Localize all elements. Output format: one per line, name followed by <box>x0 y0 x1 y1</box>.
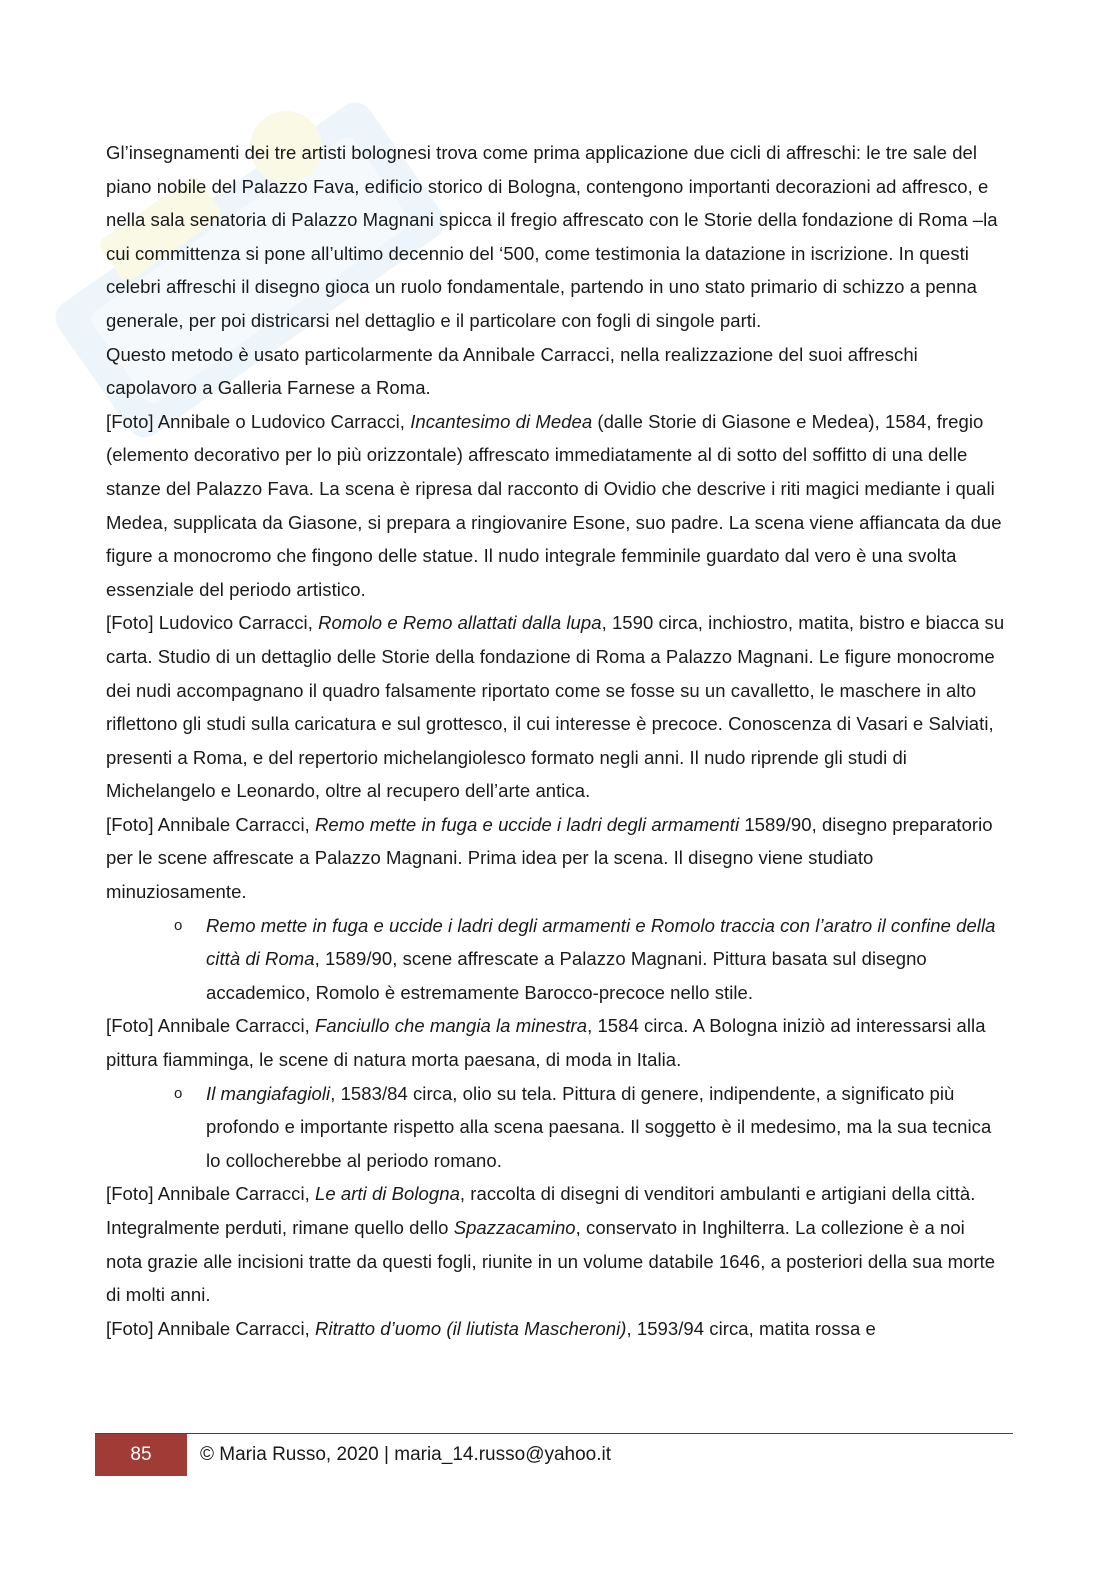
paragraph-romolo-remo <box>106 606 1006 808</box>
artwork-title: Il mangiafagioli <box>206 1082 331 1104</box>
text-run: [Foto] Ludovico Carracci, <box>106 612 319 634</box>
bullet-circle-icon: o <box>174 916 183 934</box>
artwork-title: Ritratto d’uomo (il liutista Mascheroni) <box>315 1317 627 1339</box>
text-run: , conservato in Inghilterra. La collezione è a noi nota grazie alle incisioni tratte da questi fogli, riunite in un volume databile 1646, a posteriori della sua morte di molti anni. <box>106 1217 996 1306</box>
paragraph-fanciullo <box>106 1009 1006 1076</box>
text-run: , 1589/90, scene affrescate a Palazzo Magnani. Pittura basata sul disegno accademico, Romolo è estremamente Barocco-precoce nello stile. <box>206 948 927 1003</box>
bullet-circle-icon: o <box>174 1084 183 1102</box>
footer-copyright: © Maria Russo, 2020 | maria_14.russo@yahoo.it <box>200 1444 612 1465</box>
text-run: [Foto] Annibale Carracci, <box>106 1015 316 1037</box>
text-run: (dalle Storie di Giasone e Medea), 1584, fregio (elemento decorativo per lo più orizzontale) affrescato immediatamente al di sotto del soffitto di una delle stanze del Palazzo Fava. La scena è ripresa dal racconto di Ovidio che descrive i riti magici mediante i quali Medea, supplicata da Giasone, si prepara a ringiovanire Esone, suo padre. La scena viene affiancata da due figure a monocromo che fingono delle statue. Il nudo integrale femminile guardato dal vero è una svolta essenziale del periodo artistico. <box>106 410 1002 600</box>
paragraph-intro: Gl’insegnamenti dei tre artisti bolognesi trova come prima applicazione due cicli di affreschi: le tre sale del piano nobile del Palazzo Fava, edificio storico di Bologna, contengono importanti decorazioni ad affresco, e nella sala senatoria di Palazzo Magnani spicca il fregio affrescato con le Storie della fondazione di Roma –la cui committenza si pone all’ultimo decennio del ‘500, come testimonia la datazione in iscrizione. In questi celebri affreschi il disegno gioca un ruolo fondamentale, partendo in uno stato primario di schizzo a penna generale, per poi districarsi nel dettaglio e il particolare con fogli di singole parti. <box>106 142 998 331</box>
paragraph-method: Questo metodo è usato particolarmente da Annibale Carracci, nella realizzazione del suoi affreschi capolavoro a Galleria Farnese a Roma. <box>106 343 918 399</box>
paragraph-ritratto <box>106 1312 1006 1346</box>
text-run: , 1590 circa, inchiostro, matita, bistro e biacca su carta. Studio di un dettaglio delle Storie della fondazione di Roma a Palazzo Magnani. Le figure monocrome dei nudi accompagnano il quadro falsamente riportato come se fosse su un cavalletto, le maschere in alto riflettono gli studi sulla caricatura e sul grottesco, il cui interesse è precoce. Conoscenza di Vasari e Salviati, presenti a Roma, e del repertorio michelangiolesco formato negli anni. Il nudo riprende gli studi di Michelangelo e Leonardo, oltre al recupero dell’arte antica. <box>106 612 1005 802</box>
artwork-title: Incantesimo di Medea <box>410 410 593 432</box>
document-body <box>106 136 1006 1345</box>
text-run: , raccolta di disegni di venditori ambulanti e artigiani della città. Integralmente perduti, rimane quello dello <box>106 1183 976 1238</box>
text-run: [Foto] Annibale Carracci, <box>106 813 316 835</box>
paragraph-remo-fuga <box>106 808 1006 909</box>
artwork-title: Spazzacamino <box>453 1217 576 1238</box>
text-run: , 1593/94 circa, matita rossa e <box>626 1317 876 1339</box>
text-run: , 1583/84 circa, olio su tela. Pittura di genere, indipendente, a significato più profondo e importante rispetto alla scena paesana. Il soggetto è il medesimo, ma la sua tecnica lo collocherebbe al periodo romano. <box>206 1082 992 1171</box>
text-run: [Foto] Annibale Carracci, <box>106 1183 316 1205</box>
artwork-title: Le arti di Bologna <box>315 1183 460 1205</box>
bullet-item-remo-romolo <box>106 909 1006 1010</box>
text-run: 1589/90, disegno preparatorio per le scene affrescate a Palazzo Magnani. Prima idea per la scena. Il disegno viene studiato minuziosamente. <box>106 813 993 903</box>
artwork-title: Remo mette in fuga e uccide i ladri degli armamenti <box>315 813 740 835</box>
text-run: [Foto] Annibale o Ludovico Carracci, <box>106 410 411 432</box>
paragraph-medea <box>106 405 1006 607</box>
text-run: , 1584 circa. A Bologna iniziò ad interessarsi alla pittura fiamminga, le scene di natura morta paesana, di moda in Italia. <box>106 1015 986 1071</box>
page-number: 85 <box>95 1434 187 1476</box>
text-run: [Foto] Annibale Carracci, <box>106 1317 316 1339</box>
paragraph-arti-bologna <box>106 1177 1006 1311</box>
bullet-item-mangiafagioli <box>106 1077 1006 1178</box>
artwork-title: Romolo e Remo allattati dalla lupa <box>318 612 602 634</box>
artwork-title: Fanciullo che mangia la minestra <box>315 1015 588 1037</box>
artwork-title: Remo mette in fuga e uccide i ladri degli armamenti e Romolo traccia con l’aratro il confine della città di Roma <box>206 914 996 970</box>
